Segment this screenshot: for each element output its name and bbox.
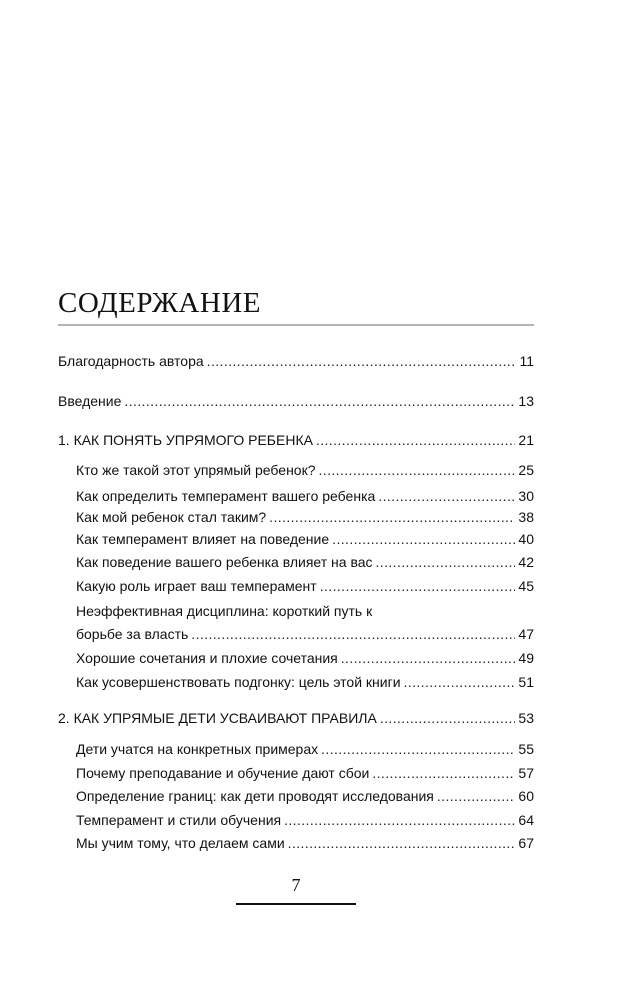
entry-page: 13 — [518, 393, 534, 409]
toc-entry — [58, 391, 534, 411]
entry-title: 1. КАК ПОНЯТЬ УПРЯМОГО РЕБЕНКА — [58, 432, 313, 448]
page-number: 7 — [291, 875, 301, 895]
toc-entry — [76, 672, 534, 692]
entry-page: 38 — [518, 509, 534, 525]
entry-title: Определение границ: как дети проводят исследования — [76, 788, 434, 804]
entry-page: 64 — [518, 812, 534, 828]
entry-page: 57 — [518, 765, 534, 781]
entry-page: 49 — [518, 650, 534, 666]
leader-dots — [191, 624, 515, 644]
leader-dots — [404, 672, 516, 692]
entry-title: борьбе за власть — [76, 626, 189, 642]
entry-title: Какую роль играет ваш темперамент — [76, 578, 317, 594]
entry-title: Почему преподавание и обучение дают сбои — [76, 765, 370, 781]
toc-entry — [76, 763, 534, 783]
toc-chapter — [58, 708, 534, 728]
entry-page: 53 — [518, 710, 534, 726]
page-number-rule — [236, 903, 356, 905]
entry-page: 51 — [518, 674, 534, 690]
entry-page: 45 — [518, 578, 534, 594]
leader-dots — [376, 552, 516, 572]
leader-dots — [372, 763, 515, 783]
toc-entry — [76, 460, 534, 480]
toc-entry — [76, 624, 534, 644]
leader-dots — [380, 708, 516, 728]
toc-entry — [76, 552, 534, 572]
entry-title: Темперамент и стили обучения — [76, 812, 282, 828]
leader-dots — [288, 833, 516, 853]
entry-title: Как определить темперамент вашего ребенка — [76, 488, 376, 504]
entry-page: 60 — [518, 788, 534, 804]
leader-dots — [319, 460, 516, 480]
leader-dots — [321, 739, 515, 759]
toc-entry — [76, 576, 534, 596]
entry-page: 47 — [518, 626, 534, 642]
entry-title: 2. КАК УПРЯМЫЕ ДЕТИ УСВАИВАЮТ ПРАВИЛА — [58, 710, 377, 726]
leader-dots — [124, 391, 515, 411]
leader-dots — [332, 529, 515, 549]
entry-page: 11 — [519, 353, 534, 369]
toc-entry — [76, 739, 534, 759]
entry-title: Мы учим тому, что делаем сами — [76, 835, 285, 851]
entry-title: Хорошие сочетания и плохие сочетания — [76, 650, 338, 666]
toc-entry — [76, 507, 534, 527]
leader-dots — [316, 430, 515, 450]
toc-entry — [76, 486, 534, 506]
leader-dots — [341, 648, 516, 668]
contents-heading: СОДЕРЖАНИЕ — [58, 287, 261, 319]
toc-entry — [76, 786, 534, 806]
entry-title: Кто же такой этот упрямый ребенок? — [76, 462, 316, 478]
toc-entry — [58, 351, 534, 371]
entry-page: 42 — [518, 554, 534, 570]
entry-title: Благодарность автора — [58, 353, 204, 369]
entry-title: Введение — [58, 393, 122, 409]
entry-page: 30 — [518, 488, 534, 504]
entry-title: Как темперамент влияет на поведение — [76, 531, 330, 547]
entry-page: 25 — [518, 462, 534, 478]
leader-dots — [437, 786, 516, 806]
entry-page: 40 — [518, 531, 534, 547]
toc-chapter — [58, 430, 534, 450]
leader-dots — [269, 507, 515, 527]
leader-dots — [378, 486, 515, 506]
entry-title: Дети учатся на конкретных примерах — [76, 741, 319, 757]
entry-title: Как мой ребенок стал таким? — [76, 509, 267, 525]
entry-title: Как поведение вашего ребенка влияет на вас — [76, 554, 373, 570]
leader-dots — [207, 351, 517, 371]
toc-entry — [76, 833, 534, 853]
toc-entry — [76, 810, 534, 830]
toc-entry — [76, 529, 534, 549]
leader-dots — [320, 576, 516, 596]
entry-page: 67 — [518, 835, 534, 851]
entry-page: 55 — [518, 741, 534, 757]
toc-entry — [76, 648, 534, 668]
entry-page: 21 — [518, 432, 534, 448]
entry-title-line1: Неэффективная дисциплина: короткий путь к — [76, 603, 373, 619]
leader-dots — [284, 810, 515, 830]
entry-title: Как усовершенствовать подгонку: цель этой книги — [76, 674, 401, 690]
